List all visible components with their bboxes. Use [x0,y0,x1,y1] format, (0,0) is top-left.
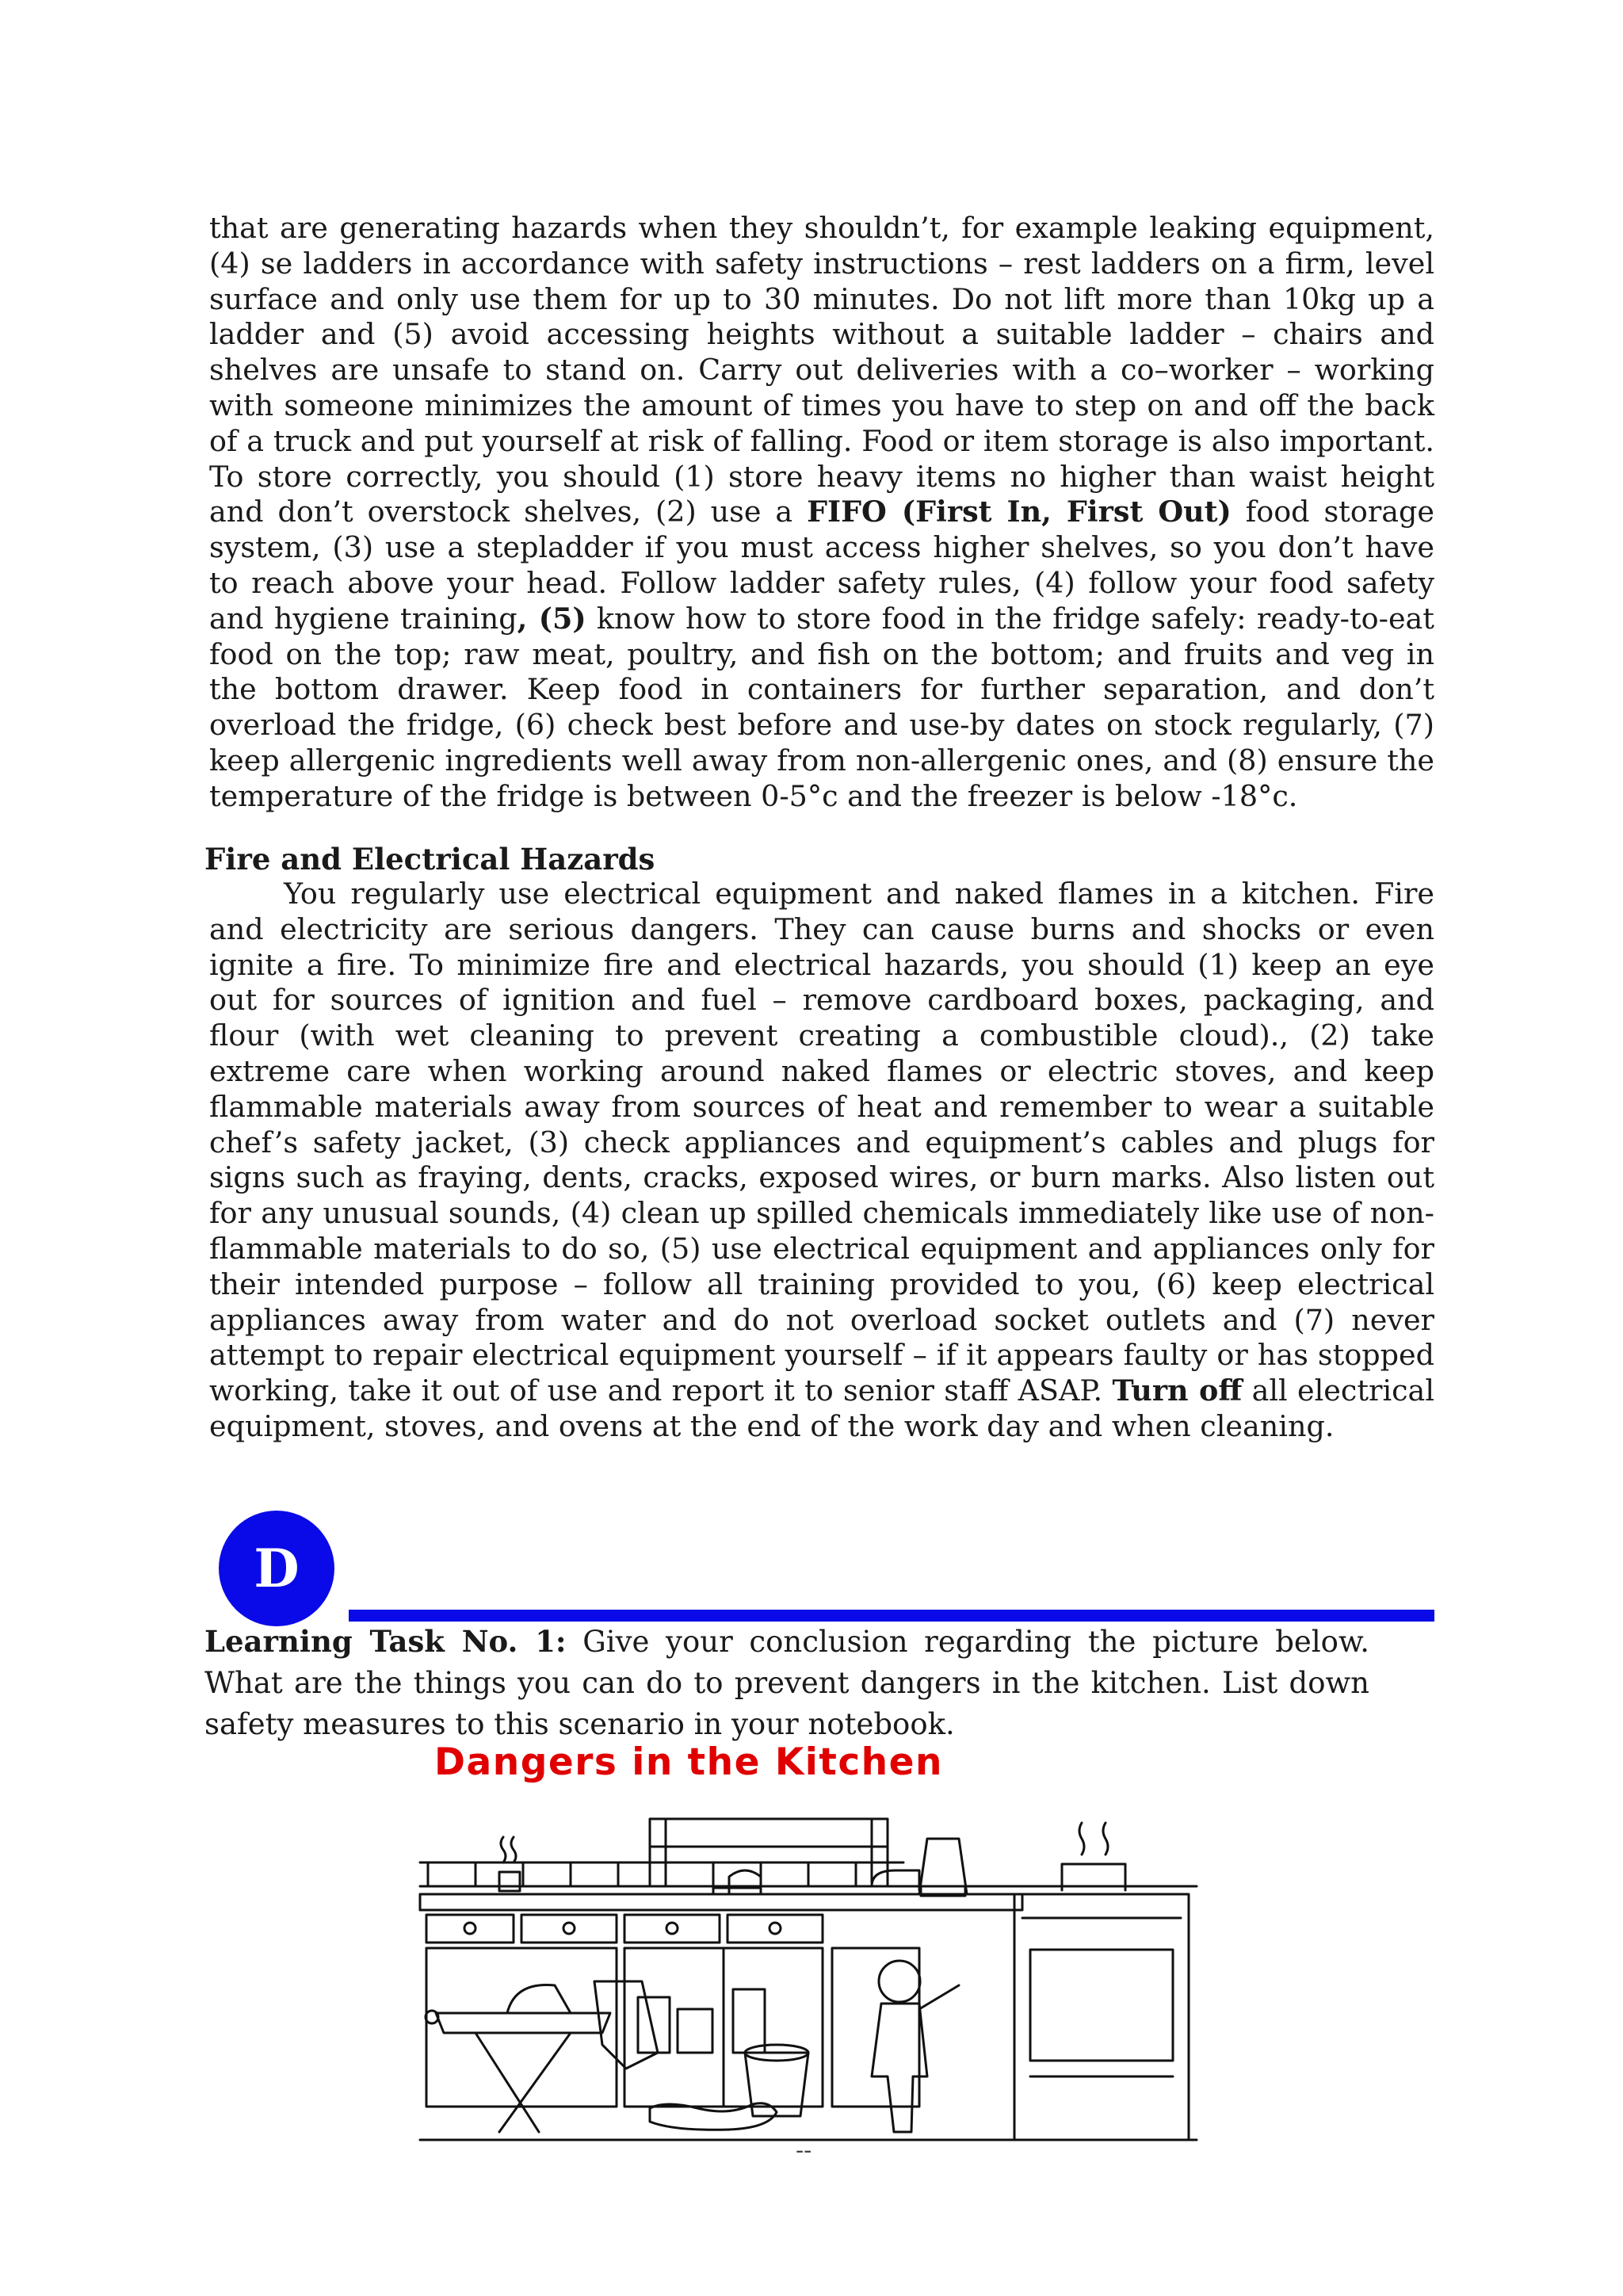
body-paragraph-1 [209,211,1434,815]
turn-off-term: Turn off [1112,1373,1243,1408]
fifo-term: FIFO (First In, First Out) [807,495,1232,529]
paragraph-2-text-b: all electrical equipment, stoves, and ovens at the end of the work day and when cleaning. [209,1373,1434,1443]
paragraph-1-text-a: that are generating hazards when they shouldn’t, for example leaking equipment, (4) se ladders in accordance with safety instructions – rest ladders on a firm, level surface and only use them for up to 30 minutes. Do not lift more than 10kg up a ladder and (5) avoid accessing heights without a suitable ladder – chairs and shelves are unsafe to stand on. Carry out deliveries with a co–worker – working with someone minimizes the amount of times you have to step on and off the back of a truck and put yourself at risk of falling. Food or item storage is also important. To store correctly, you should (1) store heavy items no higher than waist height and don’t overstock shelves, (2) use a [209,211,1434,529]
body-paragraph-2 [209,877,1434,1445]
picture-title: Dangers in the Kitchen [434,1740,943,1784]
section-badge: D [219,1511,334,1626]
learning-task-text: Give your conclusion regarding the picture below. What are the things you can do to prevent dangers in the kitchen. List down safety measures to this scenario in your notebook. [204,1625,1369,1741]
page-number: -- [796,2137,812,2164]
section-heading: Fire and Electrical Hazards [204,842,655,877]
section-divider [349,1610,1434,1622]
kitchen-illustration [412,1815,1205,2148]
bold-item-marker: , (5) [517,601,586,636]
paragraph-1-text-b: food storage system, (3) use a stepladder if you must access higher shelves, so you don’t have to reach above your head. Follow ladder safety rules, (4) follow your food safety and hygiene training [209,495,1435,636]
paragraph-2-text-a: You regularly use electrical equipment and naked flames in a kitchen. Fire and electricity are serious dangers. They can cause burns and shocks or even ignite a fire. To minimize fire and electrical hazards, you should (1) keep an eye out for sources of ignition and fuel – remove cardboard boxes, packaging, and flour (with wet cleaning to prevent creating a combustible cloud)., (2) take extreme care when working around naked flames or electric stoves, and keep flammable materials away from sources of heat and remember to wear a suitable chef’s safety jacket, (3) check appliances and equipment’s cables and plugs for signs such as fraying, dents, cracks, exposed wires, or burn marks. Also listen out for any unusual sounds, (4) clean up spilled chemicals immediately like use of non-flammable materials to do so, (5) use electrical equipment and appliances only for their intended purpose – follow all training provided to you, (6) keep electrical appliances away from water and do not overload socket outlets and (7) never attempt to repair electrical equipment yourself – if it appears faulty or has stopped working, take it out of use and report it to senior staff ASAP. [209,877,1434,1408]
learning-task-label: Learning Task No. 1: [204,1624,567,1659]
paragraph-1-text-c: know how to store food in the fridge safely: ready-to-eat food on the top; raw meat, poultry, and fish on the bottom; and fruits and veg in the bottom drawer. Keep food in containers for further separation, and don’t overload the fridge, (6) check best before and use-by dates on stock regularly, (7) keep allergenic ingredients well away from non-allergenic ones, and (8) ensure the temperature of the fridge is between 0-5°c and the freezer is below -18°c. [209,601,1434,813]
learning-task [204,1621,1369,1745]
